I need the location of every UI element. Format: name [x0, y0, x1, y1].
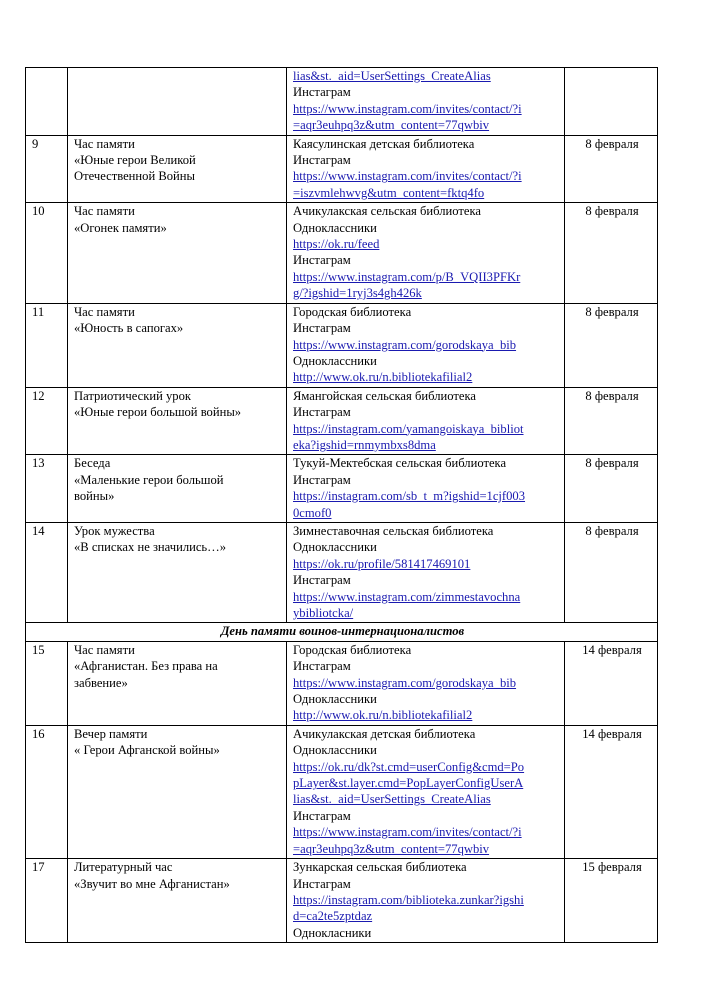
- library-link[interactable]: http://www.ok.ru/n.bibliotekafilial2: [293, 370, 473, 385]
- library-text: Инстаграм: [293, 253, 351, 268]
- event-title-cell: [68, 455, 287, 523]
- library-link[interactable]: https://www.instagram.com/gorodskaya_bib: [293, 337, 517, 352]
- event-title-line: «Звучит во мне Афганистан»: [74, 876, 230, 891]
- library-text: Одноклассники: [293, 353, 377, 368]
- library-link[interactable]: https://instagram.com/biblioteka.zunkar?igshi: [293, 892, 524, 907]
- event-date: 8 февраля: [565, 387, 658, 455]
- library-cell: [287, 641, 565, 725]
- library-cell: [287, 859, 565, 943]
- event-title-cell: [68, 522, 287, 622]
- table-row: [26, 203, 658, 303]
- event-date: 8 февраля: [565, 522, 658, 622]
- section-heading: День памяти воинов-интернационалистов: [26, 623, 658, 641]
- event-title-line: забвение»: [74, 675, 128, 690]
- library-link[interactable]: https://www.instagram.com/invites/contact/?i: [293, 825, 522, 840]
- section-row: [26, 623, 658, 641]
- event-title-cell: [68, 725, 287, 858]
- event-title-cell: [68, 387, 287, 455]
- event-title-line: «Огонек памяти»: [74, 220, 167, 235]
- event-title-line: « Герои Афганской войны»: [74, 743, 220, 758]
- row-number: 10: [26, 203, 68, 303]
- library-text: Зункарская сельская библиотека: [293, 860, 467, 875]
- library-link[interactable]: https://www.instagram.com/invites/contact/?i: [293, 169, 522, 184]
- library-link[interactable]: https://www.instagram.com/invites/contact/?i: [293, 101, 522, 116]
- event-date: 8 февраля: [565, 135, 658, 203]
- row-number: 15: [26, 641, 68, 725]
- row-number: [26, 68, 68, 136]
- library-link[interactable]: lias&st._aid=UserSettings_CreateAlias: [293, 792, 491, 807]
- library-text: Городская библиотека: [293, 642, 412, 657]
- library-link[interactable]: pLayer&st.layer.cmd=PopLayerConfigUserA: [293, 776, 524, 791]
- library-link[interactable]: =aqr3euhpq3z&utm_content=77qwbiv: [293, 841, 490, 856]
- library-text: Ачикулакская сельская библиотека: [293, 204, 481, 219]
- library-cell: [287, 387, 565, 455]
- table-row: [26, 387, 658, 455]
- library-link[interactable]: =iszvmlehwvg&utm_content=fktq4fo: [293, 185, 485, 200]
- event-title-cell: [68, 203, 287, 303]
- library-link[interactable]: https://ok.ru/dk?st.cmd=userConfig&cmd=Po: [293, 759, 525, 774]
- library-text: Инстаграм: [293, 876, 351, 891]
- event-title-line: Час памяти: [74, 304, 135, 319]
- event-title-line: «Афганистан. Без права на: [74, 659, 218, 674]
- library-text: Зимнеставочная сельская библиотека: [293, 523, 494, 538]
- event-date: 8 февраля: [565, 303, 658, 387]
- library-link[interactable]: https://www.instagram.com/zimmestavochna: [293, 589, 521, 604]
- event-title-line: Патриотический урок: [74, 388, 192, 403]
- table-row: [26, 455, 658, 523]
- row-number: 16: [26, 725, 68, 858]
- library-text: Однокласники: [293, 925, 372, 940]
- event-date: 14 февраля: [565, 725, 658, 858]
- library-link[interactable]: 0cmof0: [293, 505, 332, 520]
- row-number: 14: [26, 522, 68, 622]
- library-text: Одноклассники: [293, 692, 377, 707]
- library-text: Инстаграм: [293, 85, 351, 100]
- library-link[interactable]: lias&st._aid=UserSettings_CreateAlias: [293, 69, 491, 83]
- library-link[interactable]: https://instagram.com/sb_t_m?igshid=1cjf003: [293, 489, 526, 504]
- library-text: Ямангойская сельская библиотека: [293, 388, 476, 403]
- table-row: [26, 135, 658, 203]
- table-row: [26, 68, 658, 136]
- library-text: Инстаграм: [293, 659, 351, 674]
- library-link[interactable]: =aqr3euhpq3z&utm_content=77qwbiv: [293, 118, 490, 133]
- library-text: Ачикулакская детская библиотека: [293, 726, 476, 741]
- event-title-line: «Юные герои Великой: [74, 153, 196, 168]
- library-link[interactable]: ybibliotcka/: [293, 606, 354, 620]
- library-text: Инстаграм: [293, 472, 351, 487]
- library-cell: [287, 455, 565, 523]
- table-row: [26, 303, 658, 387]
- library-text: Инстаграм: [293, 153, 351, 168]
- table-row: [26, 859, 658, 943]
- library-cell: [287, 135, 565, 203]
- event-title-line: Беседа: [74, 456, 111, 471]
- table-row: [26, 725, 658, 858]
- library-link[interactable]: eka?igshid=rnmymbxs8dma: [293, 437, 436, 452]
- event-title-line: Час памяти: [74, 642, 135, 657]
- event-title-line: «Юность в сапогах»: [74, 321, 184, 336]
- event-title-line: войны»: [74, 489, 115, 504]
- row-number: 13: [26, 455, 68, 523]
- library-text: Тукуй-Мектебская сельская библиотека: [293, 456, 507, 471]
- table-row: [26, 641, 658, 725]
- event-title-line: Вечер памяти: [74, 726, 148, 741]
- library-text: Инстаграм: [293, 808, 351, 823]
- library-cell: [287, 725, 565, 858]
- event-date: [565, 68, 658, 136]
- library-text: Одноклассники: [293, 540, 377, 555]
- event-title-cell: [68, 303, 287, 387]
- events-table-body: [26, 68, 658, 943]
- event-date: 8 февраля: [565, 203, 658, 303]
- row-number: 12: [26, 387, 68, 455]
- library-text: Инстаграм: [293, 405, 351, 420]
- table-row: [26, 522, 658, 622]
- library-link[interactable]: https://www.instagram.com/gorodskaya_bib: [293, 675, 517, 690]
- events-table: [25, 67, 658, 943]
- library-text: Инстаграм: [293, 321, 351, 336]
- library-link[interactable]: https://www.instagram.com/p/B_VQII3PFKr: [293, 269, 521, 284]
- row-number: 17: [26, 859, 68, 943]
- event-date: 15 февраля: [565, 859, 658, 943]
- library-text: Одноклассники: [293, 220, 377, 235]
- library-link[interactable]: d=ca2te5zptdaz: [293, 909, 373, 924]
- event-title-cell: [68, 68, 287, 136]
- event-title-line: Урок мужества: [74, 523, 155, 538]
- event-title-line: Час памяти: [74, 136, 135, 151]
- library-cell: [287, 522, 565, 622]
- row-number: 9: [26, 135, 68, 203]
- event-title-line: Час памяти: [74, 204, 135, 219]
- library-cell: [287, 68, 565, 136]
- library-cell: [287, 303, 565, 387]
- library-link[interactable]: https://ok.ru/feed: [293, 237, 380, 252]
- event-date: 14 февраля: [565, 641, 658, 725]
- library-link[interactable]: https://instagram.com/yamangoiskaya_bibliot: [293, 421, 524, 436]
- row-number: 11: [26, 303, 68, 387]
- event-title-line: «Маленькие герои большой: [74, 472, 224, 487]
- event-title-line: «Юные герои большой войны»: [74, 405, 242, 420]
- library-text: Инстаграм: [293, 573, 351, 588]
- library-cell: [287, 203, 565, 303]
- library-link[interactable]: g/?igshid=1ryj3s4gh426k: [293, 286, 422, 301]
- event-title-cell: [68, 859, 287, 943]
- library-text: Одноклассники: [293, 743, 377, 758]
- library-link[interactable]: http://www.ok.ru/n.bibliotekafilial2: [293, 708, 473, 723]
- event-date: 8 февраля: [565, 455, 658, 523]
- library-text: Городская библиотека: [293, 304, 412, 319]
- event-title-line: Отечественной Войны: [74, 169, 195, 184]
- event-title-line: Литературный час: [74, 860, 173, 875]
- event-title-line: «В списках не значились…»: [74, 540, 227, 555]
- library-text: Каясулинская детская библиотека: [293, 136, 475, 151]
- library-link[interactable]: https://ok.ru/profile/581417469101: [293, 556, 471, 571]
- event-title-cell: [68, 135, 287, 203]
- event-title-cell: [68, 641, 287, 725]
